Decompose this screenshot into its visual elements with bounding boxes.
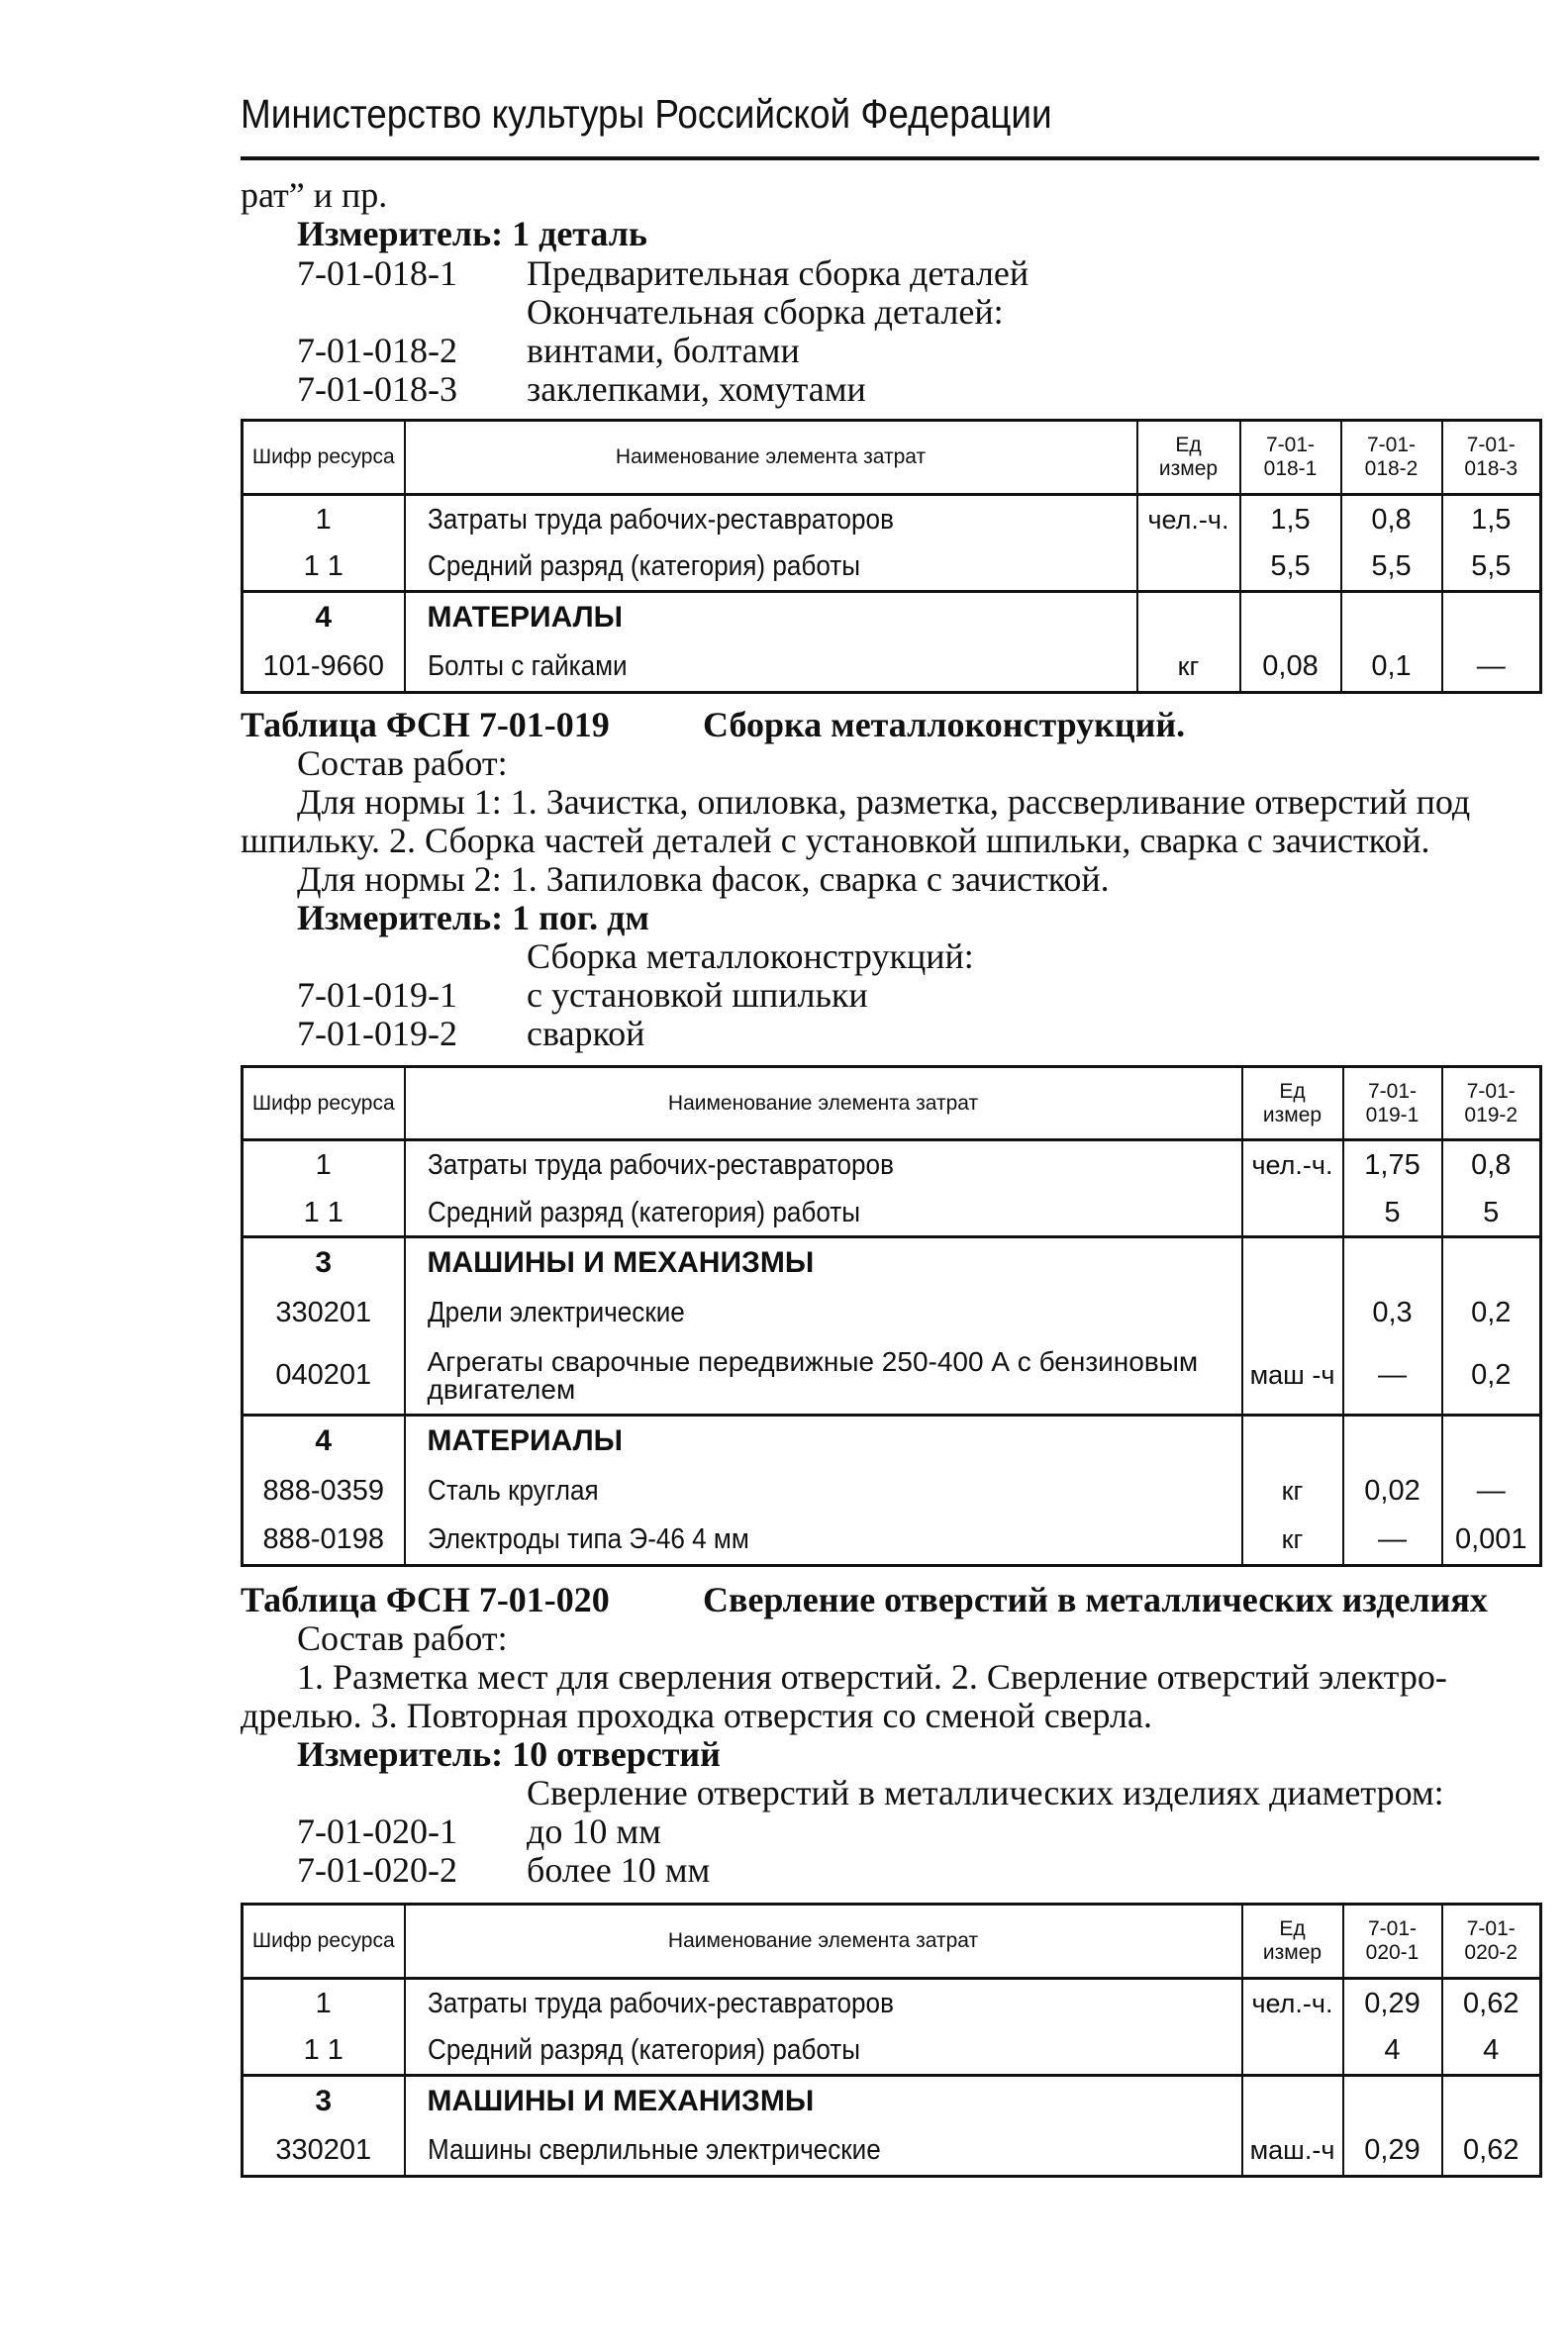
table-subtitle: Сборка металлоконструкций. (703, 705, 1186, 744)
cell-value: 5,5 (1341, 544, 1442, 592)
norm-desc: с установкой шпильки (527, 975, 868, 1015)
cell-unit: маш.-ч (1242, 2127, 1343, 2177)
col-header-norm: 7-01-018-1 (1240, 421, 1341, 495)
cell-value: 5 (1442, 1191, 1541, 1237)
cell-name: Дрели электрические (405, 1289, 1242, 1338)
work-composition-label: Состав работ: (297, 743, 508, 783)
cell-value: 4 (1442, 2028, 1541, 2076)
cell-value: 0,8 (1442, 1140, 1541, 1191)
cell-code: 3 (243, 1237, 405, 1289)
cell-unit: кг (1242, 1517, 1343, 1566)
cell-code: 3 (243, 2076, 405, 2127)
section-title: МАТЕРИАЛЫ (405, 1416, 1242, 1467)
cell-name: Сталь круглая (405, 1467, 1242, 1517)
table-row (243, 2028, 1541, 2076)
meter-label: Измеритель: 1 деталь (297, 214, 647, 253)
cell-value: 0,62 (1442, 1979, 1541, 2028)
col-header-norm: 7-01-019-2 (1442, 1067, 1541, 1140)
cell-value: 5,5 (1240, 544, 1341, 592)
section-row (243, 1416, 1541, 1467)
continued-text: рат” и пр. (241, 175, 388, 215)
table-row (243, 1191, 1541, 1237)
cell-value: 0,2 (1442, 1338, 1541, 1416)
cell-name: Средний разряд (категория) работы (405, 2028, 1242, 2076)
work-text: 1. Разметка мест для сверления отверстий. 2. Сверление отверстий электро- (297, 1657, 1447, 1697)
section-title: МАШИНЫ И МЕХАНИЗМЫ (405, 2076, 1242, 2127)
col-header-name: Наименование элемента затрат (405, 1067, 1242, 1140)
table-header-row (243, 421, 1541, 495)
section-title: МАШИНЫ И МЕХАНИЗМЫ (405, 1237, 1242, 1289)
col-header-name: Наименование элемента затрат (405, 421, 1137, 495)
cell-unit (1242, 1289, 1343, 1338)
col-header-unit: Ед измер (1137, 421, 1240, 495)
cell-unit: чел.-ч. (1242, 1140, 1343, 1191)
table-row (243, 1979, 1541, 2028)
cell-unit: чел.-ч. (1242, 1979, 1343, 2028)
cell-unit (1242, 2028, 1343, 2076)
cell-code: 4 (243, 1416, 405, 1467)
norm-desc: заклепками, хомутами (527, 369, 866, 409)
cell-value: 0,08 (1240, 643, 1341, 693)
cell-code: 4 (243, 592, 405, 643)
cell-unit: маш -ч (1242, 1338, 1343, 1416)
cell-value: 4 (1343, 2028, 1442, 2076)
cell-value: 5,5 (1442, 544, 1541, 592)
cell-name: Затраты труда рабочих-реставраторов (405, 495, 1137, 544)
header-rule (241, 156, 1539, 160)
cell-value: 0,2 (1442, 1289, 1541, 1338)
cell-value: 0,8 (1341, 495, 1442, 544)
cell-name: Агрегаты сварочные передвижные 250-400 А с бензиновым двигателем (405, 1338, 1242, 1416)
cell-value: — (1442, 643, 1541, 693)
col-header-unit: Ед измер (1242, 1067, 1343, 1140)
work-text: Для нормы 1: 1. Зачистка, опиловка, разметка, рассверливание отверстий под (297, 782, 1471, 822)
cell-code: 1 1 (243, 544, 405, 592)
table-row (243, 2127, 1541, 2177)
cell-unit: кг (1242, 1467, 1343, 1517)
cell-value: 0,62 (1442, 2127, 1541, 2177)
table-subtitle: Сверление отверстий в металлических изделиях (703, 1580, 1488, 1619)
cell-value: 5 (1343, 1191, 1442, 1237)
resource-table-019 (241, 1065, 1542, 1567)
work-text: дрелью. 3. Повторная проходка отверстия со сменой сверла. (241, 1696, 1152, 1735)
cell-code: 888-0198 (243, 1517, 405, 1566)
cell-name: Средний разряд (категория) работы (405, 544, 1137, 592)
cell-name: Машины сверлильные электрические (405, 2127, 1242, 2177)
cell-code: 888-0359 (243, 1467, 405, 1517)
cell-unit: кг (1137, 643, 1240, 693)
table-row (243, 1467, 1541, 1517)
cell-unit (1242, 1191, 1343, 1237)
norm-code: 7-01-018-2 (297, 331, 457, 370)
cell-code: 330201 (243, 1289, 405, 1338)
norm-code: 7-01-018-1 (297, 253, 457, 293)
work-composition-label: Состав работ: (297, 1618, 508, 1658)
cell-value: 0,1 (1341, 643, 1442, 693)
col-header-norm: 7-01-020-2 (1442, 1905, 1541, 1979)
section-row (243, 2076, 1541, 2127)
cell-value: 1,5 (1240, 495, 1341, 544)
cell-value: — (1343, 1338, 1442, 1416)
table-title: Таблица ФСН 7-01-019 (241, 705, 610, 744)
norm-desc: Сверление отверстий в металлических изделиях диаметром: (527, 1773, 1444, 1812)
cell-name: Затраты труда рабочих-реставраторов (405, 1140, 1242, 1191)
resource-table-018 (241, 419, 1542, 694)
work-text: шпильку. 2. Сборка частей деталей с установкой шпильки, сварка с зачисткой. (241, 821, 1430, 860)
table-row (243, 1140, 1541, 1191)
norm-code: 7-01-018-3 (297, 369, 457, 409)
cell-value: 0,3 (1343, 1289, 1442, 1338)
cell-value: — (1442, 1467, 1541, 1517)
norm-code: 7-01-020-2 (297, 1850, 457, 1890)
table-row (243, 1338, 1541, 1416)
norm-code: 7-01-019-1 (297, 975, 457, 1015)
col-header-code: Шифр ресурса (243, 421, 405, 495)
cell-value: 1,75 (1343, 1140, 1442, 1191)
table-header-row (243, 1905, 1541, 1979)
cell-value: 0,001 (1442, 1517, 1541, 1566)
cell-value: — (1343, 1517, 1442, 1566)
table-title: Таблица ФСН 7-01-020 (241, 1580, 610, 1619)
norm-desc: Сборка металлоконструкций: (527, 936, 974, 976)
meter-label: Измеритель: 10 отверстий (297, 1734, 721, 1774)
norm-desc: Предварительная сборка деталей (527, 253, 1029, 293)
col-header-code: Шифр ресурса (243, 1905, 405, 1979)
col-header-name: Наименование элемента затрат (405, 1905, 1242, 1979)
table-row (243, 1289, 1541, 1338)
cell-code: 330201 (243, 2127, 405, 2177)
cell-value: 0,02 (1343, 1467, 1442, 1517)
cell-unit (1137, 544, 1240, 592)
cell-value: 0,29 (1343, 1979, 1442, 2028)
norm-desc: до 10 мм (527, 1811, 661, 1851)
table-header-row (243, 1067, 1541, 1140)
col-header-unit: Ед измер (1242, 1905, 1343, 1979)
norm-desc: винтами, болтами (527, 331, 800, 370)
cell-name: Электроды типа Э-46 4 мм (405, 1517, 1242, 1566)
cell-name: Болты с гайками (405, 643, 1137, 693)
norm-desc: Окончательная сборка деталей: (527, 292, 1004, 332)
page-header: Министерство культуры Российской Федерации (241, 91, 1052, 137)
cell-code: 040201 (243, 1338, 405, 1416)
section-row (243, 592, 1541, 643)
norm-desc: сваркой (527, 1014, 645, 1053)
cell-unit: чел.-ч. (1137, 495, 1240, 544)
table-row (243, 643, 1541, 693)
meter-label: Измеритель: 1 пог. дм (297, 898, 649, 937)
work-text: Для нормы 2: 1. Запиловка фасок, сварка с зачисткой. (297, 859, 1110, 899)
cell-code: 101-9660 (243, 643, 405, 693)
norm-code: 7-01-019-2 (297, 1014, 457, 1053)
cell-code: 1 1 (243, 2028, 405, 2076)
norm-desc: более 10 мм (527, 1850, 711, 1890)
col-header-norm: 7-01-018-3 (1442, 421, 1541, 495)
cell-code: 1 1 (243, 1191, 405, 1237)
col-header-norm: 7-01-020-1 (1343, 1905, 1442, 1979)
cell-code: 1 (243, 1140, 405, 1191)
cell-code: 1 (243, 1979, 405, 2028)
resource-table-020 (241, 1903, 1542, 2178)
table-row (243, 544, 1541, 592)
cell-name: Затраты труда рабочих-реставраторов (405, 1979, 1242, 2028)
col-header-norm: 7-01-019-1 (1343, 1067, 1442, 1140)
cell-code: 1 (243, 495, 405, 544)
table-row (243, 1517, 1541, 1566)
cell-name: Средний разряд (категория) работы (405, 1191, 1242, 1237)
cell-value: 0,29 (1343, 2127, 1442, 2177)
table-row (243, 495, 1541, 544)
norm-code: 7-01-020-1 (297, 1811, 457, 1851)
col-header-code: Шифр ресурса (243, 1067, 405, 1140)
section-row (243, 1237, 1541, 1289)
section-title: МАТЕРИАЛЫ (405, 592, 1137, 643)
cell-value: 1,5 (1442, 495, 1541, 544)
col-header-norm: 7-01-018-2 (1341, 421, 1442, 495)
